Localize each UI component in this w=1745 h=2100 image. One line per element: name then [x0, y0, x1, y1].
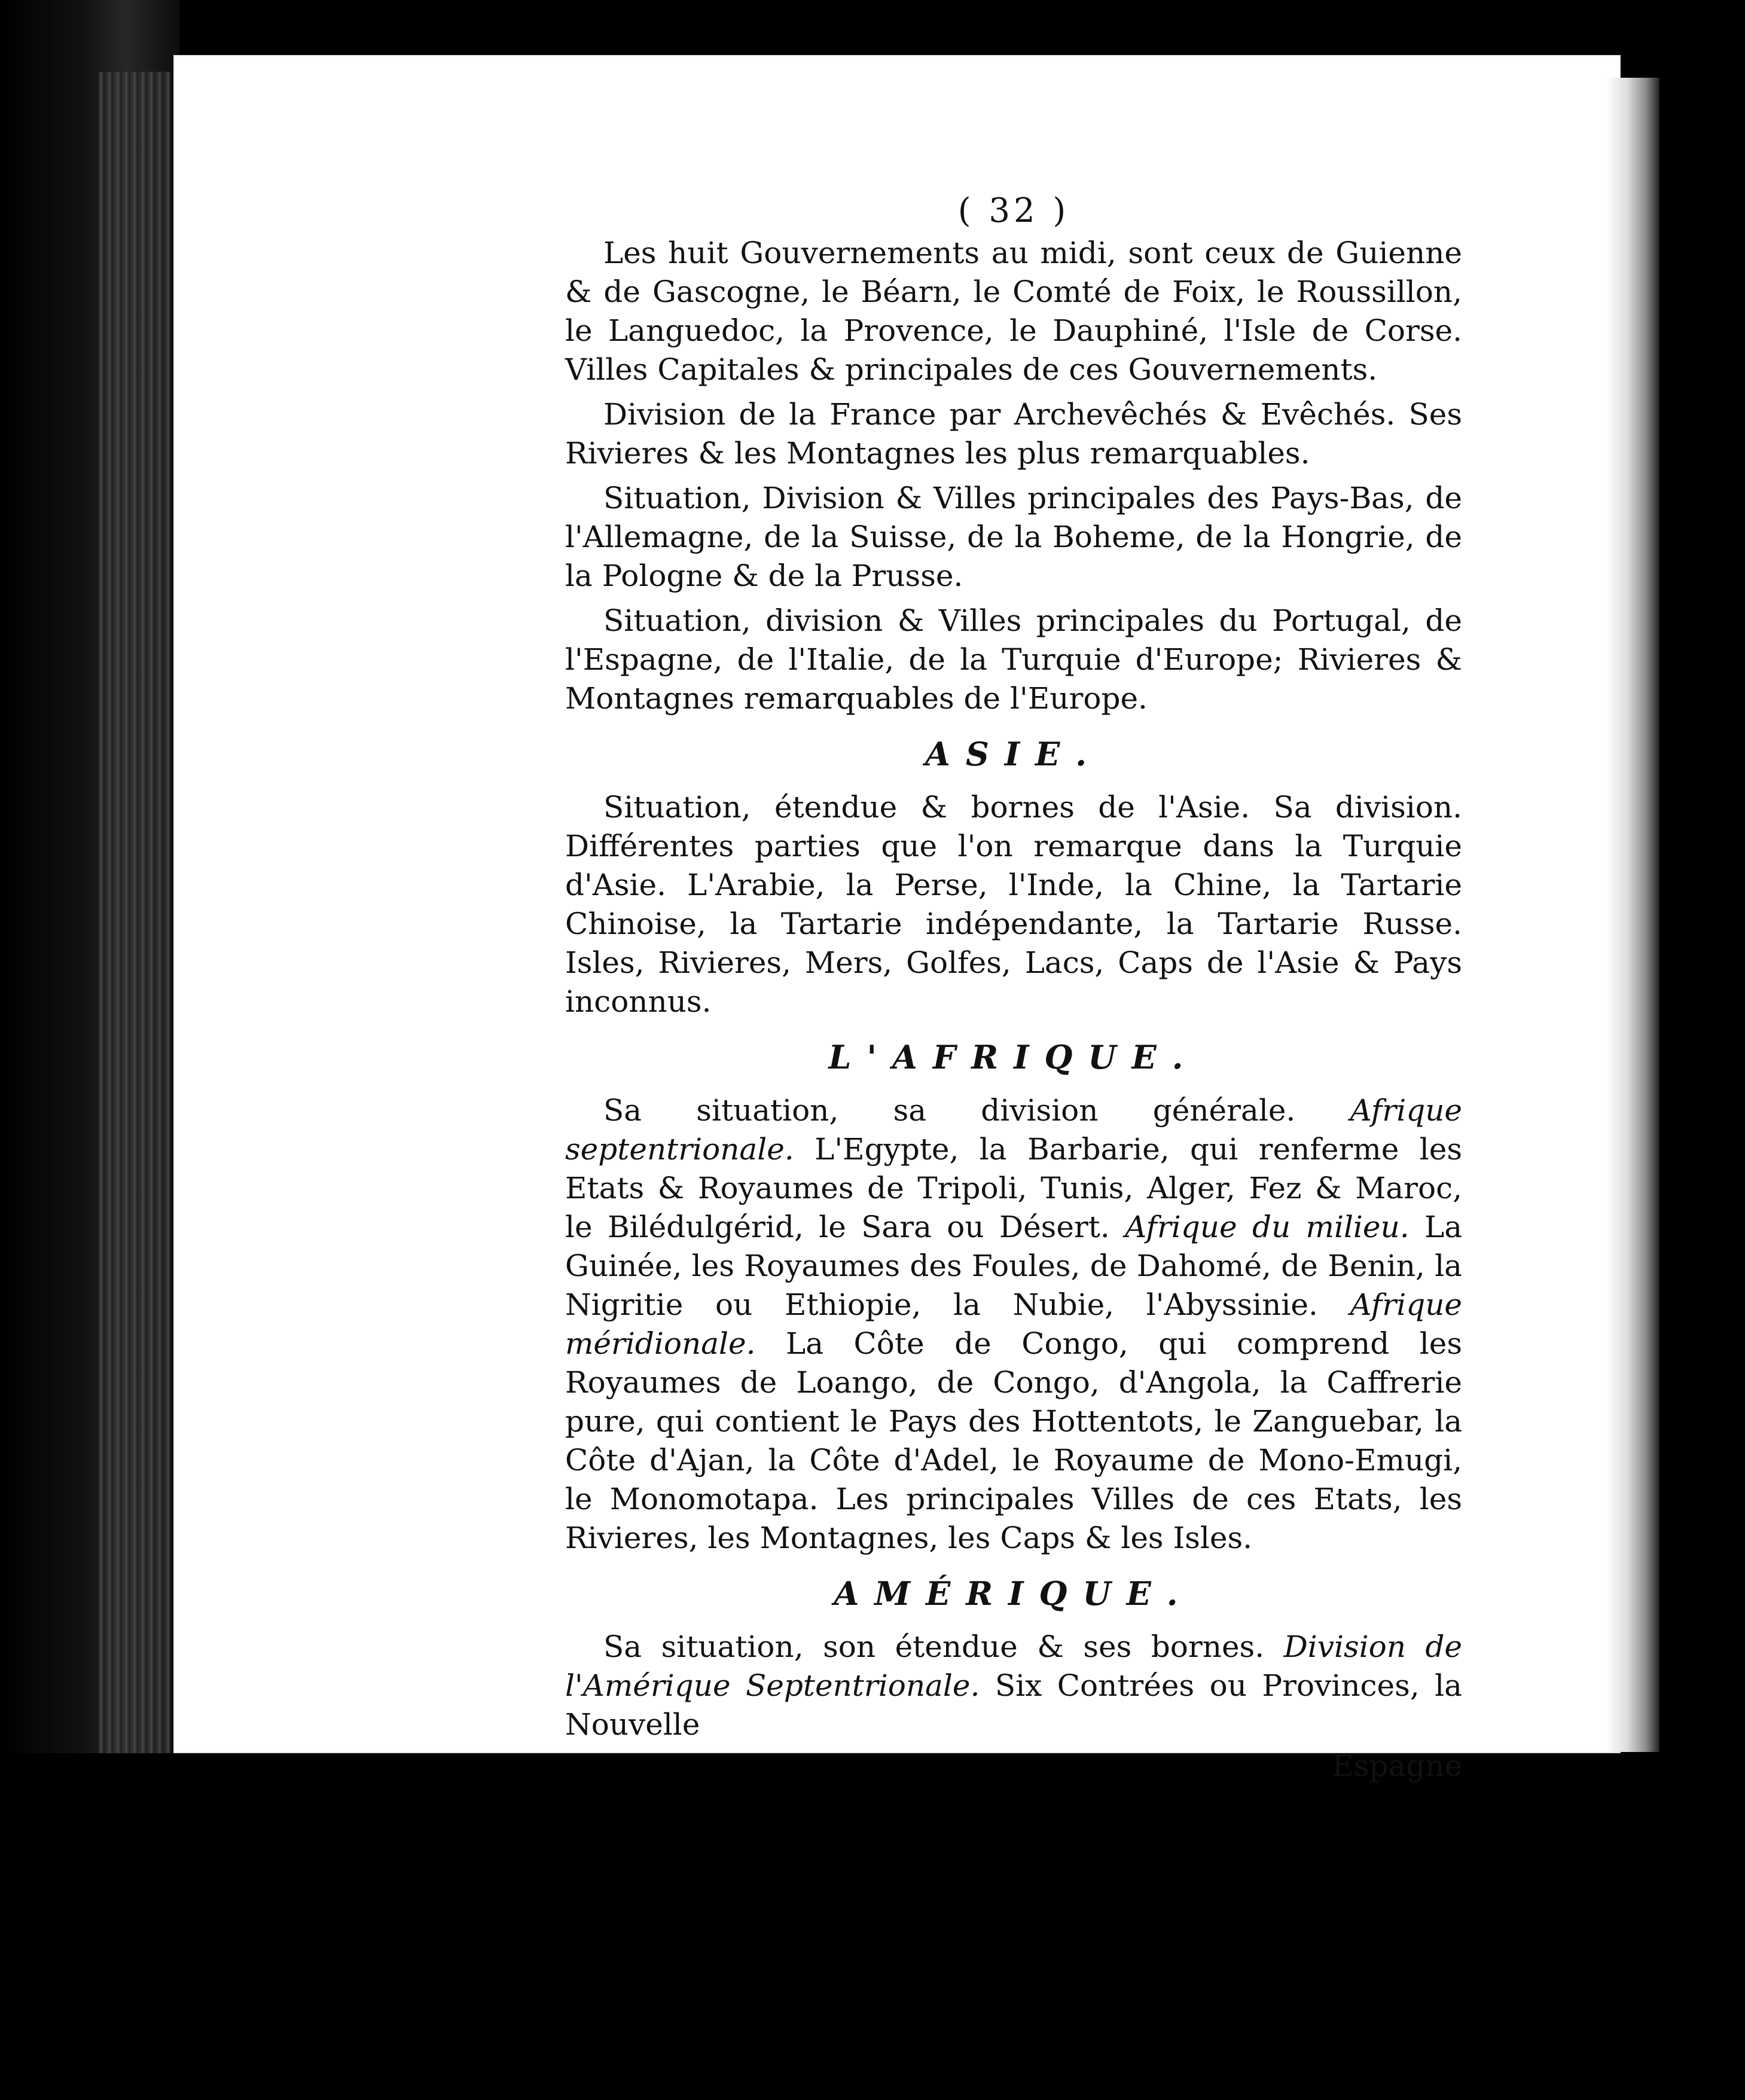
afrique-text-2: L'Egypte, la Barbarie, qui renferme les Etats & Royaumes de Tripoli, Tunis, Alger, Fez & Maroc, le Bilédulgérid, le Sara ou Désert. [565, 1132, 1462, 1244]
paragraph-asie: Situation, étendue & bornes de l'Asie. Sa division. Différentes parties que l'on remarque dans la Turquie d'Asie. L'Arabie, la Perse, l'Inde, la Chine, la Tartarie Chinoise, la Tartarie indépendante, la Tartarie Russe. Isles, Rivieres, Mers, Golfes, Lacs, Caps de l'Asie & Pays inconnus. [565, 790, 1462, 1019]
paragraph-afrique [565, 1091, 1462, 1558]
afrique-text-3: La Guinée, les Royaumes des Foules, de Dahomé, de Benin, la Nigritie ou Ethiopie, la Nubie, l'Abyssinie. [565, 1210, 1463, 1322]
catchword: Espagne [1332, 1748, 1462, 1783]
paragraph-gouvernements: Les huit Gouvernements au midi, sont ceux de Guienne & de Gascogne, le Béarn, le Comté de Foix, le Roussillon, le Languedoc, la Provence, le Dauphiné, l'Isle de Corse. Villes Capitales & principales de ces Gouvernements. [565, 236, 1462, 387]
heading-asie: ASIE. [925, 735, 1103, 773]
paragraph-amerique [565, 1628, 1462, 1744]
page-edge-shadow [1606, 78, 1659, 1752]
paragraph-pays-bas: Situation, Division & Villes principales des Pays-Bas, de l'Allemagne, de la Suisse, de la Boheme, de la Hongrie, de la Pologne & de la Prusse. [565, 481, 1462, 593]
amerique-text-1: Sa situation, son étendue & ses bornes. [603, 1629, 1284, 1664]
afrique-text-4: La Côte de Congo, qui comprend les Royaumes de Loango, de Congo, d'Angola, la Caffrerie pure, qui contient le Pays des Hottentots, le Zanguebar, la Côte d'Ajan, la Côte d'Adel, le Royaume de Mono-Emugi, le Monomotapa. Les principales Villes de ces Etats, les Rivieres, les Montagnes, les Caps & les Isles. [565, 1326, 1462, 1555]
page-number: ( 32 ) [957, 191, 1070, 230]
page-text [565, 191, 1462, 1785]
amerique-division-italic: Division de l'Amérique Septentrionale. [565, 1629, 1462, 1703]
afrique-milieu-italic: Afrique du milieu. [1125, 1210, 1410, 1244]
heading-afrique: L'AFRIQUE. [828, 1038, 1199, 1076]
heading-amerique: AMÉRIQUE. [834, 1574, 1194, 1613]
scan-background [0, 1753, 1745, 2100]
amerique-text-2: Six Contrées ou Provinces, la Nouvelle [565, 1668, 1462, 1742]
afrique-septentrionale-italic: Afrique septentrionale. [565, 1093, 1462, 1167]
paragraph-portugal: Situation, division & Villes principales du Portugal, de l'Espagne, de l'Italie, de la Turquie d'Europe; Rivieres & Montagnes remarquables de l'Europe. [565, 603, 1462, 716]
paragraph-division-france: Division de la France par Archevêchés & Evêchés. Ses Rivieres & les Montagnes les plus remarquables. [565, 397, 1462, 471]
afrique-text-1: Sa situation, sa division générale. [603, 1093, 1350, 1128]
afrique-meridionale-italic: Afrique méridionale. [565, 1287, 1462, 1361]
